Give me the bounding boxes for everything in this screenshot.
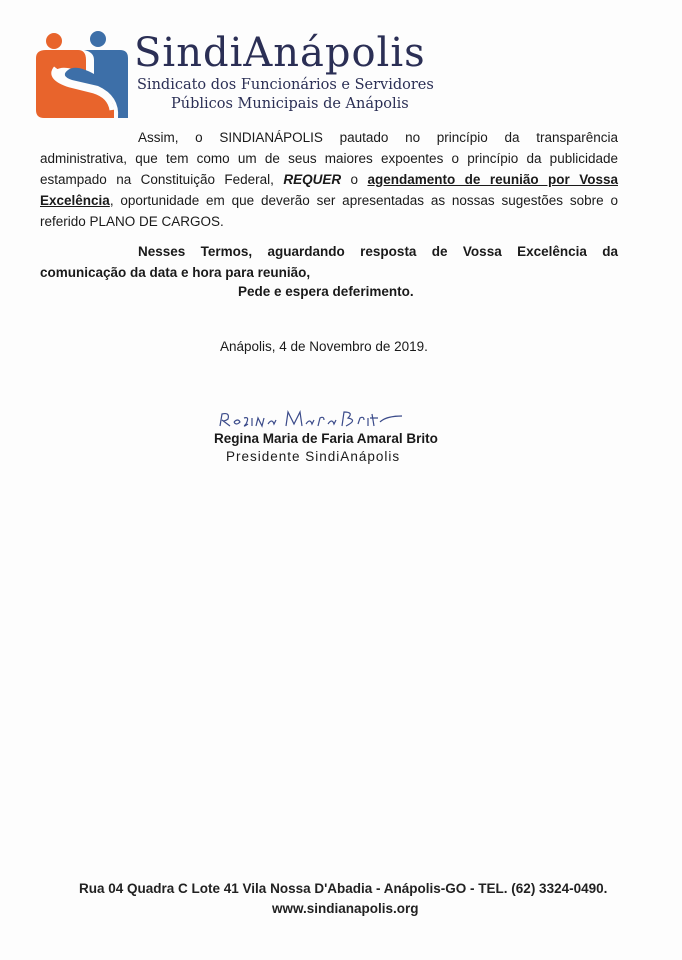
org-subtitle-line1: Sindicato dos Funcionários e Servidores (137, 77, 434, 93)
paragraph-text-a: Assim, o SINDIANÁPOLIS pautado no princípio da transparência administrativa, que tem como um de seus maiores expoentes o princípio da publicidade estampado na Constituição Federal, (40, 130, 618, 187)
footer-address: Rua 04 Quadra C Lote 41 Vila Nossa D'Abadia - Anápolis-GO - TEL. (62) 3324-0490. (79, 881, 608, 896)
terms-paragraph (40, 241, 618, 283)
signer-name: Regina Maria de Faria Amaral Brito (214, 431, 438, 446)
paragraph-text-c: , oportunidade em que deverão ser apresentadas as nossas sugestões sobre o referido PLANO DE CARGOS. (40, 193, 618, 229)
handwritten-signature (216, 404, 406, 434)
date-line: Anápolis, 4 de Novembro de 2019. (220, 339, 428, 354)
request-paragraph (40, 127, 618, 232)
org-subtitle (137, 76, 557, 114)
terms-text: Nesses Termos, aguardando resposta de Vossa Excelência da comunicação da data e hora para reunião, (40, 244, 618, 280)
signer-role: Presidente SindiAnápolis (226, 449, 401, 464)
org-name: SindiAnápolis (134, 30, 426, 76)
requer-emphasis: REQUER (283, 172, 342, 187)
footer-website: www.sindianapolis.org (272, 901, 419, 916)
closing-line: Pede e espera deferimento. (238, 284, 414, 299)
meeting-request-underlined: agendamento de reunião por Vossa Excelência (40, 172, 618, 208)
org-subtitle-line2: Públicos Municipais de Anápolis (171, 96, 409, 112)
sindianapolis-logo-icon (34, 30, 130, 120)
paragraph-text-b: o (341, 172, 368, 187)
